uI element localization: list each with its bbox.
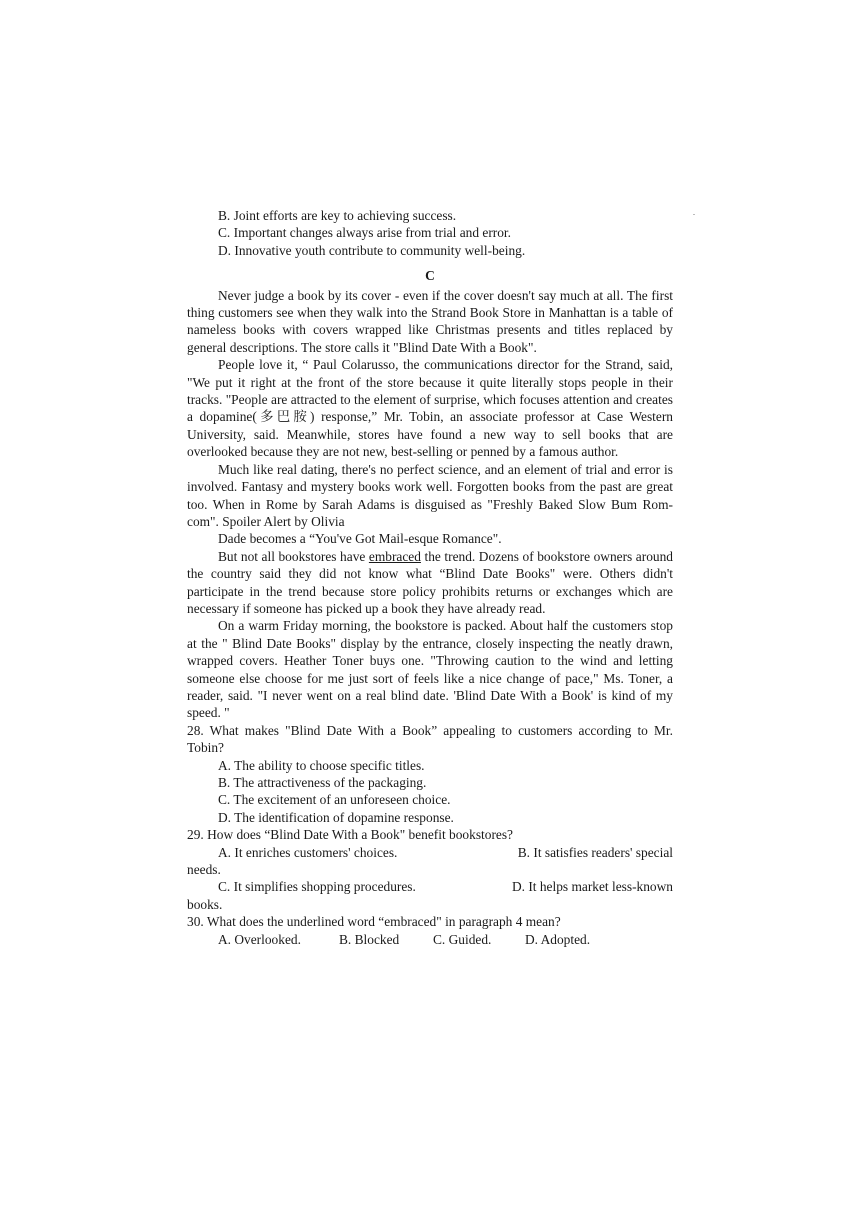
question-29 (187, 826, 673, 913)
passage-paragraph-3: Much like real dating, there's no perfect science, and an element of trial and error is involved. Fantasy and mystery books work well. Forgotten books from the past are great too. When in Rome by Sarah Adams is disguised as "Freshly Baked Slow Bum Rom-com". Spoiler Alert by Olivia (187, 461, 673, 529)
section-heading: C (425, 268, 435, 284)
prev-option-b: B. Joint efforts are key to achieving success. (218, 208, 457, 223)
q29-option-c: C. It simplifies shopping procedures. (218, 879, 416, 895)
exam-page (187, 207, 673, 948)
q28-option-d: D. The identification of dopamine response. (218, 809, 454, 825)
question-28-stem: 28. What makes "Blind Date With a Book” appealing to customers according to Mr. Tobin? (187, 722, 673, 756)
q29-options-row-1 (187, 844, 673, 861)
p4-text-before: But not all bookstores have (218, 548, 369, 564)
question-30-stem: 30. What does the underlined word “embraced" in paragraph 4 mean? (187, 914, 561, 930)
q29-option-a: A. It enriches customers' choices. (218, 844, 398, 860)
previous-question-options (187, 207, 673, 259)
passage-paragraph-5: On a warm Friday morning, the bookstore is packed. About half the customers stop at the " Blind Date Books" display by the entrance, closely inspecting the neatly drawn, wrapped covers. Heather Toner buys one. "Throwing caution to the wind and letting someone else choose for me just sort of feels like a nice change of pace," Ms. Toner, a reader, said. "I never went on a real blind date. 'Blind Date With a Book' is kind of my speed. " (187, 618, 673, 721)
p4-text-after: the trend. Dozens of bookstore owners around the country said they did not know what “Blind Date Books" were. Others didn't participate in the trend because store policy prohibits returns or exchanges which are necessary if someone has picked up a book they have already read. (187, 548, 673, 616)
q29-option-d: D. It helps market less-known (511, 879, 673, 895)
underlined-word-embraced: embraced (368, 548, 421, 564)
passage-paragraph-3-continued: Dade becomes a “You've Got Mail-esque Romance". (218, 531, 502, 547)
q30-option-a: A. Overlooked. (218, 931, 301, 947)
reading-passage (187, 287, 673, 722)
q29-option-b: B. It satisfies readers' special (517, 844, 673, 860)
q30-option-c: C. Guided. (433, 931, 492, 947)
q29-option-d-wrap: books. (187, 896, 223, 912)
q30-option-b: B. Blocked (339, 931, 400, 947)
passage-paragraph-1: Never judge a book by its cover - even if the cover doesn't say much at all. The first thing customers see when they walk into the Strand Book Store in Manhattan is a table of nameless books with covers wrapped like Christmas presents and titles replaced by general descriptions. The store calls it "Blind Date With a Book". (187, 287, 673, 355)
prev-option-d: D. Innovative youth contribute to community well-being. (218, 242, 526, 258)
scan-speck (693, 214, 695, 215)
passage-paragraph-4 (187, 548, 673, 618)
question-29-stem: 29. How does “Blind Date With a Book" benefit bookstores? (187, 827, 513, 843)
q30-options (187, 931, 673, 948)
q28-option-c: C. The excitement of an unforeseen choice. (218, 792, 451, 808)
q30-option-d: D. Adopted. (525, 931, 591, 947)
prev-option-c: C. Important changes always arise from trial and error. (218, 225, 512, 241)
q29-options-row-2 (187, 878, 673, 895)
q28-option-b: B. The attractiveness of the packaging. (218, 775, 427, 790)
question-28 (187, 722, 673, 826)
question-30 (187, 913, 673, 948)
q28-option-a: A. The ability to choose specific titles. (218, 757, 425, 773)
q29-option-b-wrap: needs. (187, 862, 221, 878)
passage-paragraph-2: People love it, “ Paul Colarusso, the communications director for the Strand, said, "We put it right at the front of the store because it quite literally stops people in their tracks. "People are attracted to the element of surprise, which focuses attention and creates a dopamine(多巴胺) response,” Mr. Tobin, an associate professor at Case Western University, said. Meanwhile, stores have found a new way to sell books that are overlooked because they are not new, best-selling or penned by a famous author. (187, 357, 673, 460)
